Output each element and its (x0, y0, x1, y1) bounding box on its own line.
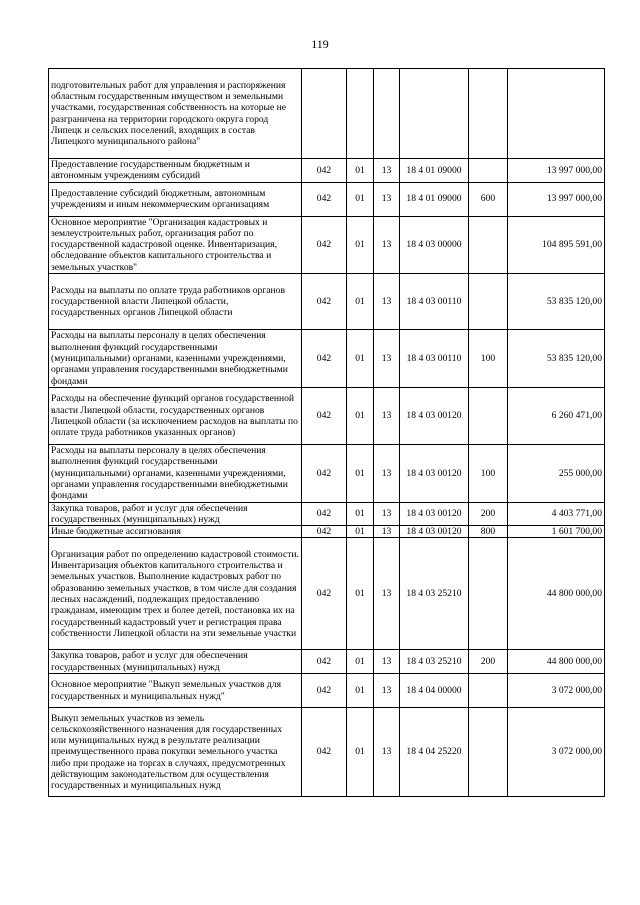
table-row (49, 526, 605, 538)
subsection-code: 13 (374, 445, 400, 502)
target-article: 18 4 03 25210 (400, 650, 469, 674)
ministry-code: 042 (302, 182, 347, 216)
row-name: подготовительных работ для управления и распоряжения областным государственным имуществом и земельными участками, государственная собственность на которые не разграничена на территории городского округа город Липецк и сельских поселений, входящих в состав Липецкого муниципального района" (49, 69, 302, 159)
amount: 44 800 000,00 (508, 538, 605, 650)
target-article: 18 4 03 00120 (400, 388, 469, 445)
target-article: 18 4 03 00120 (400, 502, 469, 526)
section-code: 01 (347, 526, 374, 538)
row-name: Иные бюджетные ассигнования (49, 526, 302, 538)
ministry-code: 042 (302, 526, 347, 538)
table-row (49, 69, 605, 159)
expense-type (469, 674, 508, 708)
amount (508, 69, 605, 159)
subsection-code: 13 (374, 216, 400, 273)
ministry-code: 042 (302, 159, 347, 183)
section-code: 01 (347, 330, 374, 388)
expense-type: 200 (469, 650, 508, 674)
section-code: 01 (347, 274, 374, 330)
ministry-code: 042 (302, 330, 347, 388)
ministry-code: 042 (302, 274, 347, 330)
expense-type: 100 (469, 330, 508, 388)
subsection-code: 13 (374, 526, 400, 538)
budget-table (48, 68, 605, 797)
row-name: Закупка товаров, работ и услуг для обеспечения государственных (муниципальных) нужд (49, 502, 302, 526)
table-row (49, 445, 605, 502)
table-row (49, 388, 605, 445)
amount: 3 072 000,00 (508, 674, 605, 708)
row-name: Расходы на выплаты персоналу в целях обеспечения выполнения функций государственными (муниципальными) органами, казенными учреждениями, органами управления государственными внебюджетными фондами (49, 445, 302, 502)
section-code: 01 (347, 182, 374, 216)
row-name: Основное мероприятие "Организация кадастровых и землеустроительных работ, организация работ по государственной кадастровой оценке. Инвентаризация, обследование объектов капитального строительства и земельных участков" (49, 216, 302, 273)
amount: 104 895 591,00 (508, 216, 605, 273)
amount: 1 601 700,00 (508, 526, 605, 538)
expense-type (469, 538, 508, 650)
section-code: 01 (347, 159, 374, 183)
row-name: Выкуп земельных участков из земель сельскохозяйственного назначения для государственных или муниципальных нужд в результате реализации преимущественного права покупки земельного участка либо при продаже на торгах в случаях, предусмотренных действующим законодательством для осуществления государственных и муниципальных нужд (49, 708, 302, 797)
section-code: 01 (347, 674, 374, 708)
expense-type (469, 708, 508, 797)
subsection-code: 13 (374, 388, 400, 445)
ministry-code (302, 69, 347, 159)
subsection-code: 13 (374, 708, 400, 797)
row-name: Закупка товаров, работ и услуг для обеспечения государственных (муниципальных) нужд (49, 650, 302, 674)
table-row (49, 274, 605, 330)
row-name: Предоставление государственным бюджетным и автономным учреждениям субсидий (49, 159, 302, 183)
section-code: 01 (347, 388, 374, 445)
table-row (49, 330, 605, 388)
expense-type (469, 69, 508, 159)
expense-type: 200 (469, 502, 508, 526)
target-article: 18 4 03 00110 (400, 330, 469, 388)
amount: 4 403 771,00 (508, 502, 605, 526)
subsection-code: 13 (374, 502, 400, 526)
expense-type (469, 388, 508, 445)
expense-type (469, 274, 508, 330)
section-code: 01 (347, 650, 374, 674)
target-article: 18 4 03 00110 (400, 274, 469, 330)
target-article: 18 4 03 00120 (400, 445, 469, 502)
section-code: 01 (347, 538, 374, 650)
target-article: 18 4 01 09000 (400, 182, 469, 216)
ministry-code: 042 (302, 674, 347, 708)
expense-type: 100 (469, 445, 508, 502)
section-code: 01 (347, 216, 374, 273)
target-article: 18 4 01 09000 (400, 159, 469, 183)
target-article: 18 4 04 25220 (400, 708, 469, 797)
ministry-code: 042 (302, 708, 347, 797)
expense-type: 800 (469, 526, 508, 538)
ministry-code: 042 (302, 650, 347, 674)
amount: 255 000,00 (508, 445, 605, 502)
subsection-code (374, 69, 400, 159)
target-article (400, 69, 469, 159)
table-row (49, 502, 605, 526)
amount: 53 835 120,00 (508, 330, 605, 388)
section-code: 01 (347, 445, 374, 502)
table-row (49, 538, 605, 650)
amount: 13 997 000,00 (508, 182, 605, 216)
subsection-code: 13 (374, 538, 400, 650)
table-row (49, 650, 605, 674)
table-row (49, 216, 605, 273)
expense-type (469, 159, 508, 183)
row-name: Расходы на выплаты персоналу в целях обеспечения выполнения функций государственными (муниципальными) органами, казенными учреждениями, органами управления государственными внебюджетными фондами (49, 330, 302, 388)
subsection-code: 13 (374, 274, 400, 330)
table-body (49, 69, 605, 797)
expense-type (469, 216, 508, 273)
amount: 6 260 471,00 (508, 388, 605, 445)
ministry-code: 042 (302, 445, 347, 502)
target-article: 18 4 03 25210 (400, 538, 469, 650)
row-name: Организация работ по определению кадастровой стоимости. Инвентаризация объектов капитального строительства и земельных участков. Выполнение кадастровых работ по образованию земельных участков, в том числе для создания лесных насаждений, подлежащих предоставлению гражданам, имеющим трех и более детей, постановка их на государственный кадастровый учет и регистрация права собственности Липецкой области на эти земельные участки (49, 538, 302, 650)
subsection-code: 13 (374, 650, 400, 674)
amount: 44 800 000,00 (508, 650, 605, 674)
expense-type: 600 (469, 182, 508, 216)
row-name: Расходы на обеспечение функций органов государственной власти Липецкой области, государственных органов Липецкой области (за исключением расходов на выплаты по оплате труда работников указанных органов) (49, 388, 302, 445)
page-number: 119 (311, 37, 329, 51)
table-row (49, 674, 605, 708)
target-article: 18 4 03 00000 (400, 216, 469, 273)
ministry-code: 042 (302, 538, 347, 650)
subsection-code: 13 (374, 182, 400, 216)
row-name: Предоставление субсидий бюджетным, автономным учреждениям и иным некоммерческим организациям (49, 182, 302, 216)
target-article: 18 4 04 00000 (400, 674, 469, 708)
ministry-code: 042 (302, 502, 347, 526)
section-code: 01 (347, 502, 374, 526)
row-name: Основное мероприятие "Выкуп земельных участков для государственных и муниципальных нужд" (49, 674, 302, 708)
ministry-code: 042 (302, 216, 347, 273)
subsection-code: 13 (374, 159, 400, 183)
section-code: 01 (347, 708, 374, 797)
amount: 3 072 000,00 (508, 708, 605, 797)
subsection-code: 13 (374, 330, 400, 388)
section-code (347, 69, 374, 159)
amount: 13 997 000,00 (508, 159, 605, 183)
table-row (49, 159, 605, 183)
row-name: Расходы на выплаты по оплате труда работников органов государственной власти Липецкой области, государственных органов Липецкой области (49, 274, 302, 330)
target-article: 18 4 03 00120 (400, 526, 469, 538)
table-row (49, 182, 605, 216)
amount: 53 835 120,00 (508, 274, 605, 330)
table-row (49, 708, 605, 797)
ministry-code: 042 (302, 388, 347, 445)
subsection-code: 13 (374, 674, 400, 708)
